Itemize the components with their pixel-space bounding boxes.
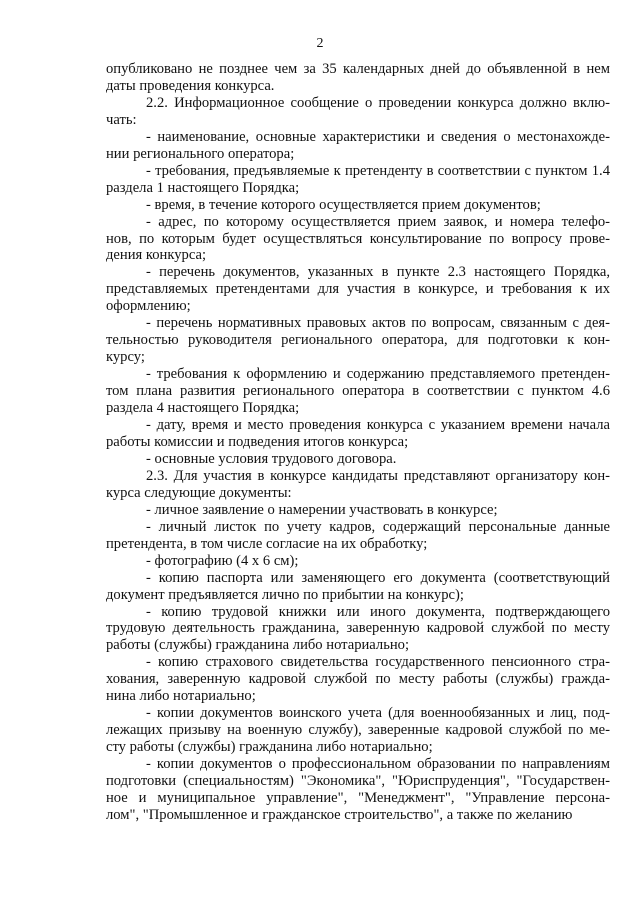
document-body — [106, 61, 610, 824]
text-line: тельностью руководителя регионального оператора, для подготовки к кон- — [106, 332, 610, 349]
text-line: - копию трудовой книжки или иного документа, подтверждающего — [146, 603, 610, 620]
text-line: нина либо нотариально; — [106, 688, 256, 705]
paragraph — [106, 468, 610, 502]
text-line: ное и муниципальное управление", "Менеджмент", "Управление персона- — [106, 789, 610, 806]
paragraph — [106, 366, 610, 417]
text-line: - личный листок по учету кадров, содержащий персональные данные — [146, 518, 610, 535]
text-line: - фотографию (4 х 6 см); — [146, 552, 299, 569]
text-line: курса следующие документы: — [106, 484, 292, 501]
paragraph — [106, 197, 610, 214]
text-line: лом", "Промышленное и гражданское строительство", а также по желанию — [106, 806, 573, 823]
text-line: - требования, предъявляемые к претенденту в соответствии с пунктом 1.4 — [146, 162, 610, 179]
paragraph — [106, 705, 610, 756]
text-line: - перечень документов, указанных в пункте 2.3 настоящего Порядка, — [146, 264, 610, 281]
paragraph — [106, 451, 610, 468]
text-line: - перечень нормативных правовых актов по вопросам, связанным с дея- — [146, 315, 610, 332]
paragraph — [106, 315, 610, 366]
text-line: даты проведения конкурса. — [106, 77, 275, 94]
text-line: - требования к оформлению и содержанию представляемого претенден- — [146, 366, 610, 383]
text-line: хования, заверенную кадровой службой по месту работы (службы) гражда- — [106, 671, 610, 688]
paragraph — [106, 417, 610, 451]
paragraph — [106, 654, 610, 705]
text-line: работы (службы) гражданина либо нотариально; — [106, 637, 410, 654]
text-line: трудовую деятельность гражданина, заверенную кадровой службой по месту — [106, 620, 610, 637]
text-line: дения конкурса; — [106, 247, 207, 264]
paragraph — [106, 61, 610, 95]
page-number: 2 — [316, 36, 324, 51]
paragraph — [106, 553, 610, 570]
text-line: - копии документов о профессиональном образовании по направлениям — [146, 756, 610, 773]
text-line: - основные условия трудового договора. — [146, 450, 397, 467]
text-line: - личное заявление о намерении участвовать в конкурсе; — [146, 501, 498, 518]
paragraph — [106, 519, 610, 553]
text-line: - дату, время и место проведения конкурса с указанием времени начала — [146, 417, 610, 434]
paragraph — [106, 756, 610, 824]
text-line: раздела 4 настоящего Порядка; — [106, 400, 300, 417]
paragraph — [106, 502, 610, 519]
text-line: претендента, в том числе согласие на их обработку; — [106, 535, 428, 552]
text-line: - наименование, основные характеристики и сведения о местонахожде- — [146, 128, 610, 145]
text-line: - адрес, по которому осуществляется прием заявок, и номера телефо- — [146, 213, 610, 230]
text-line: том плана развития регионального оператора в соответствии с пунктом 4.6 — [106, 383, 610, 400]
paragraph — [106, 214, 610, 265]
text-line: опубликовано не позднее чем за 35 календарных дней до объявленной в нем — [106, 61, 610, 77]
text-line: 2.3. Для участия в конкурсе кандидаты представляют организатору кон- — [146, 467, 610, 484]
text-line: - копии документов воинского учета (для военнообязанных и лиц, под- — [146, 705, 610, 722]
text-line: - копию страхового свидетельства государственного пенсионного стра- — [146, 654, 610, 671]
paragraph — [106, 129, 610, 163]
paragraph — [106, 264, 610, 315]
paragraph — [106, 95, 610, 129]
text-line: чать: — [106, 111, 137, 128]
text-line: сту работы (службы) гражданина либо нотариально; — [106, 739, 433, 756]
paragraph — [106, 163, 610, 197]
text-line: 2.2. Информационное сообщение о проведении конкурса должно вклю- — [146, 94, 610, 111]
text-line: подготовки (специальностям) "Экономика", "Юриспруденция", "Государствен- — [106, 773, 610, 790]
paragraph — [106, 604, 610, 655]
text-line: курсу; — [106, 349, 145, 366]
text-line: представляемых претендентами для участия в конкурсе, и требования к их — [106, 281, 610, 298]
text-line: лежащих призыву на военную службу), заверенные кадровой службой по ме- — [106, 722, 610, 739]
text-line: раздела 1 настоящего Порядка; — [106, 179, 300, 196]
paragraph — [106, 570, 610, 604]
text-line: - копию паспорта или заменяющего его документа (соответствующий — [146, 569, 610, 586]
text-line: нов, по которым будет осуществляться консультирование по вопросу прове- — [106, 230, 610, 247]
text-line: - время, в течение которого осуществляется прием документов; — [146, 196, 541, 213]
text-line: документ предъявляется лично по прибытии на конкурс); — [106, 586, 464, 603]
text-line: оформлению; — [106, 298, 191, 315]
text-line: нии регионального оператора; — [106, 145, 295, 162]
text-line: работы комиссии и подведения итогов конкурса; — [106, 433, 409, 450]
